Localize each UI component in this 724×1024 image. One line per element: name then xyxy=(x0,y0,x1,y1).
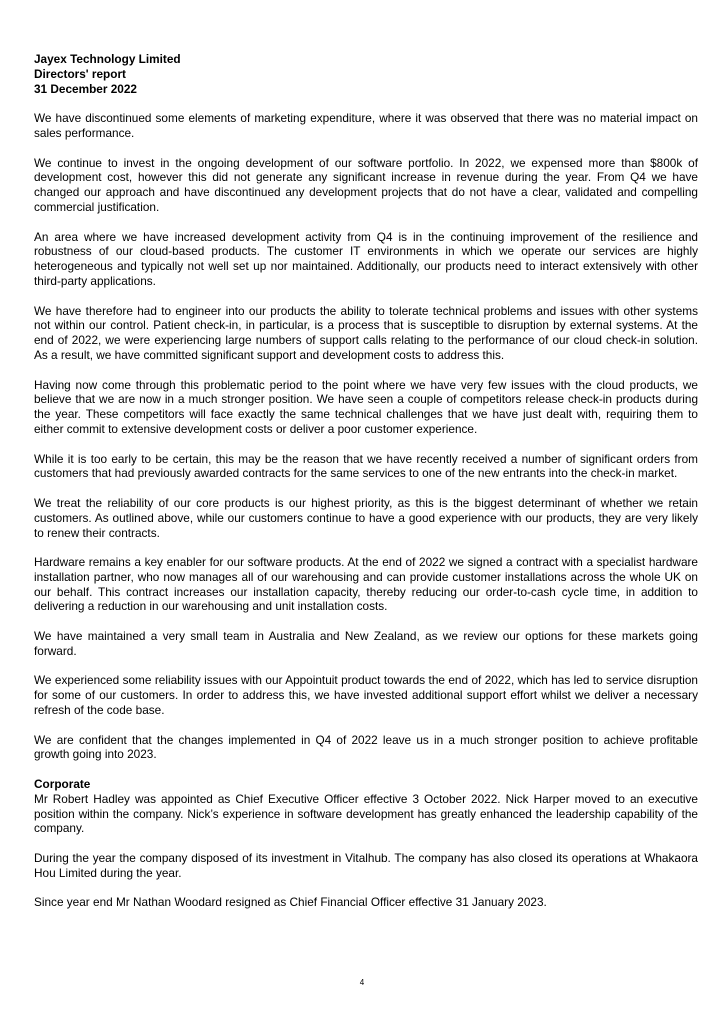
page-number: 4 xyxy=(359,978,365,987)
paragraph-outlook: We are confident that the changes implemented in Q4 of 2022 leave us in a much stronger position to achieve profitable growth going into 2023. xyxy=(34,732,698,762)
paragraph-stronger-position: Having now come through this problematic period to the point where we have very few issues with the cloud products, we believe that we are now in a much stronger position. We have seen a couple of competitors release check-in products during the year. These competitors will face exactly the same technical challenges that we have just dealt with, requiring them to either commit to extensive development costs or deliver a poor customer experience. xyxy=(34,377,698,436)
paragraph-software-investment: We continue to invest in the ongoing development of our software portfolio. In 2022, we expensed more than $800k of development cost, however this did not generate any significant increase in revenue during the year. From Q4 we have changed our approach and have discontinued any development projects that do not have a clear, validated and compelling commercial justification. xyxy=(34,155,698,214)
paragraph-recent-orders: While it is too early to be certain, this may be the reason that we have recently received a number of significant orders from customers that had previously awarded contracts for the same services to one of the new entrants into the check-in market. xyxy=(34,451,698,481)
report-title: Directors' report xyxy=(34,66,126,81)
paragraph-engineering: We have therefore had to engineer into our products the ability to tolerate technical problems and issues with other systems not within our control. Patient check-in, in particular, is a process that is susceptible to disruption by external systems. At the end of 2022, we were experiencing large numbers of support calls relating to the performance of our cloud check-in solution. As a result, we have committed significant support and development costs to address this. xyxy=(34,303,698,362)
paragraph-disposals: During the year the company disposed of its investment in Vitalhub. The company has also closed its operations at Whakaora Hou Limited during the year. xyxy=(34,851,698,880)
paragraph-marketing: We have discontinued some elements of marketing expenditure, where it was observed that there was no material impact on sales performance. xyxy=(34,111,698,140)
paragraph-cfo-resignation: Since year end Mr Nathan Woodard resigned as Chief Financial Officer effective 31 January 2023. xyxy=(34,895,547,910)
corporate-heading: Corporate xyxy=(34,777,91,792)
paragraph-appointuit: We experienced some reliability issues with our Appointuit product towards the end of 2022, which has led to service disruption for some of our customers. In order to address this, we have invested additional support effort whilst we deliver a necessary refresh of the code base. xyxy=(34,673,698,718)
paragraph-ceo-appointment: Mr Robert Hadley was appointed as Chief Executive Officer effective 3 October 2022. Nick Harper moved to an executive position within the company. Nick’s experience in software development has greatly enhanced the leadership capability of the company. xyxy=(34,791,698,836)
paragraph-reliability: We treat the reliability of our core products is our highest priority, as this is the biggest determinant of whether we retain customers. As outlined above, while our customers continue to have a good experience with our products, they are very likely to renew their contracts. xyxy=(34,495,698,540)
paragraph-australia-nz: We have maintained a very small team in Australia and New Zealand, as we review our options for these markets going forward. xyxy=(34,629,698,658)
report-date: 31 December 2022 xyxy=(34,81,137,96)
paragraph-cloud-development: An area where we have increased development activity from Q4 is in the continuing improvement of the resilience and robustness of our cloud-based products. The customer IT environments in which we operate our services are highly heterogeneous and typically not well set up nor maintained. Additionally, our products need to interact extensively with other third-party applications. xyxy=(34,229,698,288)
company-name: Jayex Technology Limited xyxy=(34,52,181,66)
report-page xyxy=(34,52,698,925)
report-header xyxy=(34,52,698,96)
paragraph-hardware: Hardware remains a key enabler for our software products. At the end of 2022 we signed a contract with a specialist hardware installation partner, who now manages all of our warehousing and can provide customer installations across the whole UK on our behalf. This contract increases our installation capacity, thereby reducing our order-to-cash cycle time, in addition to delivering a reduction in our warehousing and unit installation costs. xyxy=(34,555,698,614)
